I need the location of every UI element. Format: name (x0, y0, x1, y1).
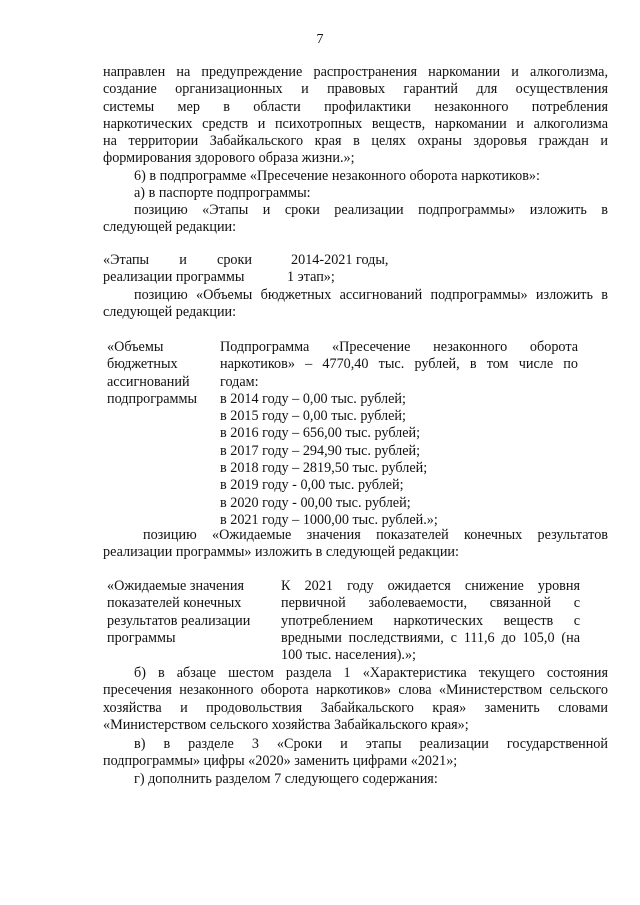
text-line: формирования здорового образа жизни.»; (103, 150, 355, 167)
text-line: позицию «Ожидаемые значения показателей конечных результатов (143, 527, 608, 543)
text-line: бюджетных (107, 356, 178, 373)
item-6: 6) в подпрограмме «Пресечение незаконного оборота наркотиков»: (134, 168, 540, 184)
text-line: пресечения незаконного оборота наркотиков» слова «Министерством сельского (103, 682, 608, 699)
stages-value-line1: 2014-2021 годы, (291, 252, 389, 268)
text-line: б) в абзаце шестом раздела 1 «Характеристика текущего состояния (134, 665, 608, 681)
text-word: сроки (217, 252, 252, 268)
budget-year-2019: в 2019 году - 0,00 тыс. рублей; (220, 477, 404, 494)
item-b (103, 665, 608, 734)
stages-label-line1 (103, 252, 252, 269)
text-line: результатов реализации (107, 612, 251, 629)
item-6a: а) в паспорте подпрограммы: (134, 185, 311, 201)
text-line: реализации программы» изложить в следующей редакции: (103, 544, 459, 561)
text-line: в) в разделе 3 «Сроки и этапы реализации государственной (134, 736, 608, 752)
text-line: наркотических средств и психотропных веществ, наркомании и алкоголизма (103, 115, 608, 132)
expected-label (107, 578, 272, 647)
paragraph-goal (103, 64, 608, 168)
text-line: «Министерством сельского хозяйства Забайкальского края»; (103, 716, 469, 733)
text-line: вредными последствиями, с 111,6 до 105,0 (на (281, 629, 580, 646)
text-line: показателей конечных (107, 595, 242, 612)
budget-year-2015: в 2015 году – 0,00 тыс. рублей; (220, 408, 406, 425)
text-line: первичной заболеваемости, связанной с (281, 595, 580, 612)
text-line: «Ожидаемые значения (107, 578, 244, 594)
text-line: «Объемы (107, 339, 164, 355)
item-v (103, 736, 608, 771)
budget-year-2014: в 2014 году – 0,00 тыс. рублей; (220, 390, 406, 407)
text-line: 100 тыс. населения).»; (281, 647, 417, 664)
budget-label (107, 339, 217, 408)
budget-year-2018: в 2018 году – 2819,50 тыс. рублей; (220, 460, 428, 477)
text-line: ассигнований (107, 373, 190, 390)
text-line: Подпрограмма «Пресечение незаконного оборота (220, 339, 578, 355)
stages-value-line2: 1 этап»; (287, 269, 335, 285)
budget-year-2021: в 2021 году – 1000,00 тыс. рублей.»; (220, 511, 438, 528)
text-line: следующей редакции: (103, 219, 237, 236)
text-line: наркотиков» – 4770,40 тыс. рублей, в том числе по (220, 356, 578, 373)
text-line: употреблением наркотических веществ с (281, 612, 580, 629)
text-word: и (179, 252, 187, 268)
text-line: К 2021 году ожидается снижение уровня (281, 578, 580, 594)
budget-value (220, 339, 578, 529)
text-line: подпрограммы» цифры «2020» заменить цифрами «2021»; (103, 753, 458, 770)
budget-year-2016: в 2016 году – 656,00 тыс. рублей; (220, 425, 421, 442)
item-g: г) дополнить разделом 7 следующего содержания: (134, 771, 438, 787)
text-line: следующей редакции: (103, 304, 237, 321)
text-line: годам: (220, 373, 259, 390)
text-word: «Этапы (103, 252, 150, 268)
budget-year-2020: в 2020 году - 00,00 тыс. рублей; (220, 494, 411, 511)
budget-year-2017: в 2017 году – 294,90 тыс. рублей; (220, 442, 421, 459)
paragraph-stages-position (103, 202, 608, 237)
text-line: системы мер в области профилактики незаконного потребления (103, 98, 608, 115)
text-line: позицию «Этапы и сроки реализации подпрограммы» изложить в (134, 202, 608, 218)
text-line: программы (107, 629, 176, 646)
text-line: создание организационных и правовых гарантий для осуществления (103, 81, 608, 98)
text-line: направлен на предупреждение распространения наркомании и алкоголизма, (103, 64, 608, 80)
text-line: подпрограммы (107, 390, 197, 407)
text-line: позицию «Объемы бюджетных ассигнований подпрограммы» изложить в (134, 287, 608, 303)
text-line: на территории Забайкальского края в целях охраны здоровья граждан и (103, 133, 608, 150)
page-number: 7 (316, 32, 324, 47)
stages-label-line2: реализации программы (103, 269, 245, 285)
text-line: хозяйства и продовольствия Забайкальского края» заменить словами (103, 699, 608, 716)
expected-value (281, 578, 580, 664)
paragraph-budget-position (103, 287, 608, 322)
paragraph-expected-position (103, 527, 608, 562)
